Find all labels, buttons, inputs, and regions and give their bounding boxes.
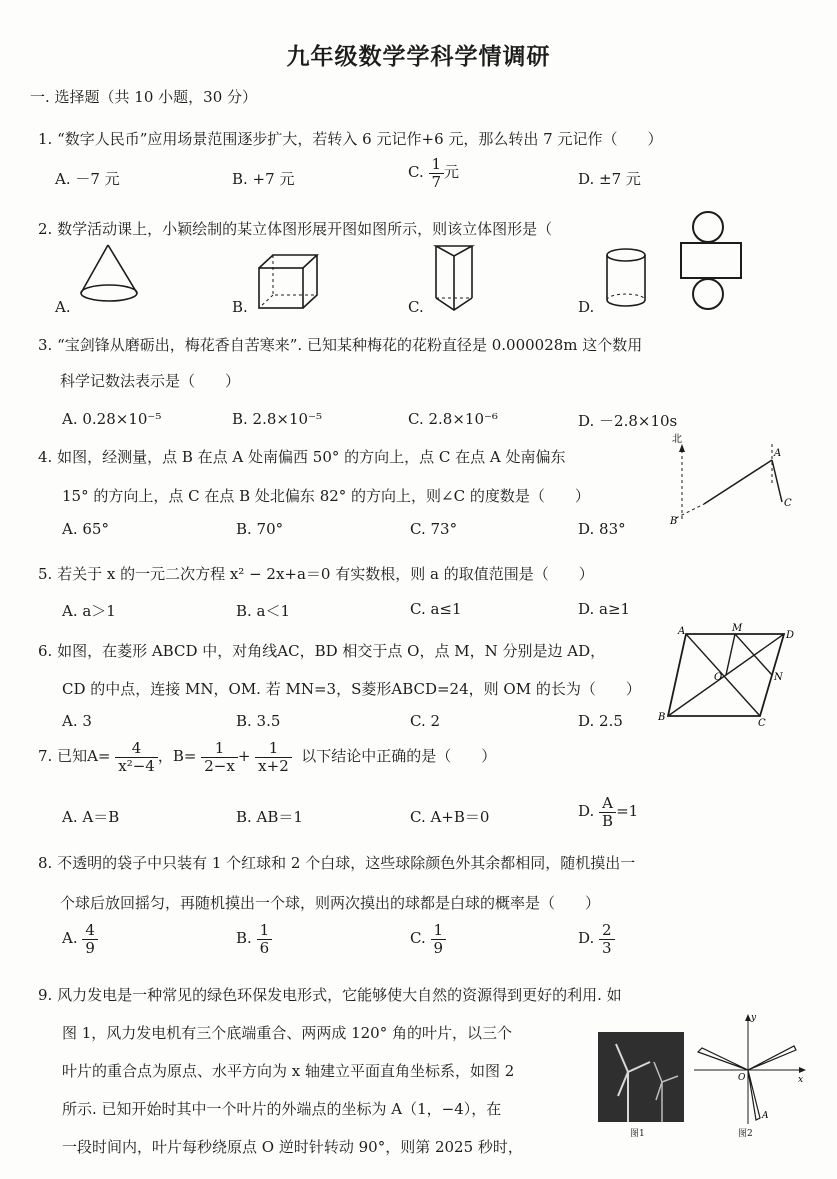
q2-option-c[interactable]: C. [408,298,424,316]
q8-d-denominator: 3 [602,938,612,957]
q8-a-denominator: 9 [85,938,95,957]
q7-d-rest: =1 [616,802,639,820]
q8-d-fraction [599,922,615,956]
q5-option-c[interactable]: C. a≤1 [410,600,462,618]
q7-fraction-b1 [201,740,238,774]
q5-option-a[interactable]: A. a＞1 [62,602,116,620]
q8-option-a[interactable] [62,922,98,956]
q4-bearing-figure [668,432,808,532]
q1-option-d[interactable]: D. ±7 元 [578,170,641,188]
q6-option-d[interactable]: D. 2.5 [578,712,623,730]
q9-stem-line1: 9. 风力发电是一种常见的绿色环保发电形式，它能够使大自然的资源得到更好的利用. 如 [38,986,622,1004]
figure2-caption: 图2 [738,1129,753,1139]
q8-a-numerator: 4 [82,922,98,940]
page-title: 九年级数学学科学情调研 [286,43,551,70]
q8-b-fraction [257,922,273,956]
q7-fraction-b2 [255,740,292,774]
triangular-prism-icon [432,240,482,316]
q8-b-numerator: 1 [257,922,273,940]
q6-option-b[interactable]: B. 3.5 [236,712,281,730]
q6-point-d: D [786,630,795,641]
q1-option-c[interactable] [408,156,459,190]
q7-prefix: 7. 已知A= [38,747,111,765]
q8-b-denominator: 6 [259,938,270,957]
q9-stem-line4: 所示. 已知开始时其中一个叶片的外端点的坐标为 A（1，−4），在 [62,1100,502,1118]
q3-stem-line1: 3. “宝剑锋从磨砺出，梅花香自苦寒来”. 已知某种梅花的花粉直径是 0.000028m 这个数用 [38,336,643,354]
q2-stem: 2. 数学活动课上，小颖绘制的某立体图形展开图如图所示，则该立体图形是（ [38,220,553,238]
q7-option-d[interactable] [578,795,638,829]
q9-stem-line5: 一段时间内，叶片每秒绕原点 O 逆时针转动 90°，则第 2025 秒时， [62,1138,523,1156]
cylinder-icon [604,246,650,312]
q4-point-b: B [670,516,678,527]
q7-a-numerator: 4 [115,740,158,758]
q4-option-b[interactable]: B. 70° [236,520,284,538]
q7-b1-numerator: 1 [201,740,238,758]
q8-c-denominator: 9 [433,938,444,957]
cube-icon [255,252,325,312]
q8-a-label: A. [62,929,78,947]
q8-c-label: C. [410,929,426,947]
q8-option-b[interactable] [236,922,272,956]
q4-option-a[interactable]: A. 65° [62,520,109,538]
wind-turbine-photo [598,1032,684,1122]
q6-option-a[interactable]: A. 3 [62,712,92,730]
q5-option-b[interactable]: B. a＜1 [236,602,291,620]
q9-x-axis-label: x [798,1075,804,1085]
q3-option-a[interactable]: A. 0.28×10⁻⁵ [62,410,162,428]
q8-stem-line1: 8. 不透明的袋子中只装有 1 个红球和 2 个白球，这些球除颜色外其余都相同，随机摸出一 [38,854,636,872]
q6-point-o: O [714,672,723,683]
q7-b2-denominator: x+2 [258,756,289,775]
q3-option-c[interactable]: C. 2.8×10⁻⁶ [408,410,498,428]
q2-option-b[interactable]: B. [232,298,248,316]
q9-y-axis-label: y [751,1013,757,1023]
q8-c-numerator: 1 [431,922,447,940]
q4-option-d[interactable]: D. 83° [578,520,626,538]
q6-stem-line2: CD 的中点，连接 MN，OM. 若 MN=3，S菱形ABCD=24，则 OM 的长为（ ） [62,680,641,698]
q8-stem-line2: 个球后放回摇匀，再随机摸出一个球，则两次摸出的球都是白球的概率是（ ） [60,894,601,912]
q5-option-d[interactable]: D. a≥1 [578,600,631,618]
q9-coordinate-figure [690,1012,810,1132]
q6-point-c: C [758,718,766,729]
q4-point-c: C [784,498,792,509]
q4-point-a: A [774,448,782,459]
q3-stem-line2: 科学记数法表示是（ ） [60,372,241,390]
q6-point-m: M [732,623,743,634]
q3-option-b[interactable]: B. 2.8×10⁻⁵ [232,410,322,428]
q4-north-label: 北 [672,434,682,445]
q6-stem-line1: 6. 如图，在菱形 ABCD 中，对角线AC，BD 相交于点 O，点 M，N 分别是边 AD， [38,642,606,660]
q7-option-a[interactable]: A. A＝B [62,808,120,826]
q1-option-b[interactable]: B. +7 元 [232,170,295,188]
q1-option-a[interactable]: A. －7 元 [55,170,120,188]
q9-origin-label: O [738,1073,746,1083]
q1-stem: 1. “数字人民币”应用场景范围逐步扩大，若转入 6 元记作+6 元，那么转出 7 元记作（ ） [38,130,663,148]
q2-option-d[interactable]: D. [578,298,595,316]
q7-stem [38,740,496,774]
q7-suffix: 以下结论中正确的是（ ） [301,747,497,765]
figure1-caption: 图1 [630,1129,645,1139]
q6-point-n: N [774,672,783,683]
q1-c-numerator: 1 [429,156,445,174]
q7-d-fraction [599,795,616,829]
q1-option-c-fraction [429,156,445,190]
q7-d-label: D. [578,802,595,820]
q6-option-c[interactable]: C. 2 [410,712,441,730]
q4-option-c[interactable]: C. 73° [410,520,458,538]
q8-option-d[interactable] [578,922,615,956]
q6-point-b: B [658,712,666,723]
q7-option-b[interactable]: B. AB＝1 [236,808,303,826]
q7-plus: + [237,747,251,765]
q5-stem: 5. 若关于 x 的一元二次方程 x² − 2x+a＝0 有实数根，则 a 的取值范围是（ ） [38,565,594,583]
q3-option-d[interactable]: D. －2.8×10s [578,412,678,430]
q7-option-c[interactable]: C. A+B＝0 [410,808,490,826]
q9-stem-line3: 叶片的重合点为原点、水平方向为 x 轴建立平面直角坐标系，如图 2 [62,1062,515,1080]
q4-stem-line2: 15° 的方向上，点 C 在点 B 处北偏东 82° 的方向上，则∠C 的度数是（ ） [62,487,590,505]
q7-d-numerator: A [599,795,616,813]
q7-fraction-a [115,740,158,774]
q4-stem-line1: 4. 如图，经测量，点 B 在点 A 处南偏西 50° 的方向上，点 C 在点 A 处南偏东 [38,448,566,466]
section-heading: 一. 选择题（共 10 小题，30 分） [30,88,258,106]
q1-c-denominator: 7 [431,172,442,191]
q1-option-c-label: C. [408,163,424,181]
cone-icon [75,243,145,305]
q8-d-numerator: 2 [599,922,615,940]
q7-mid: ，B= [157,747,197,765]
q2-option-a[interactable]: A. [55,298,71,316]
q6-rhombus-figure [656,622,806,729]
q8-option-c[interactable] [410,922,446,956]
q8-d-label: D. [578,929,595,947]
q7-a-denominator: x²−4 [118,756,155,775]
q7-b1-denominator: 2−x [204,756,235,775]
q8-b-label: B. [236,929,252,947]
q6-point-a: A [678,626,686,637]
q2-net-figure [676,205,746,305]
q9-stem-line2: 图 1，风力发电机有三个底端重合、两两成 120° 角的叶片，以三个 [62,1024,512,1042]
q7-d-denominator: B [602,811,614,830]
q8-a-fraction [82,922,98,956]
q7-b2-numerator: 1 [255,740,292,758]
q9-point-a: A [762,1111,769,1121]
q8-c-fraction [431,922,447,956]
q1-option-c-unit: 元 [444,163,460,181]
